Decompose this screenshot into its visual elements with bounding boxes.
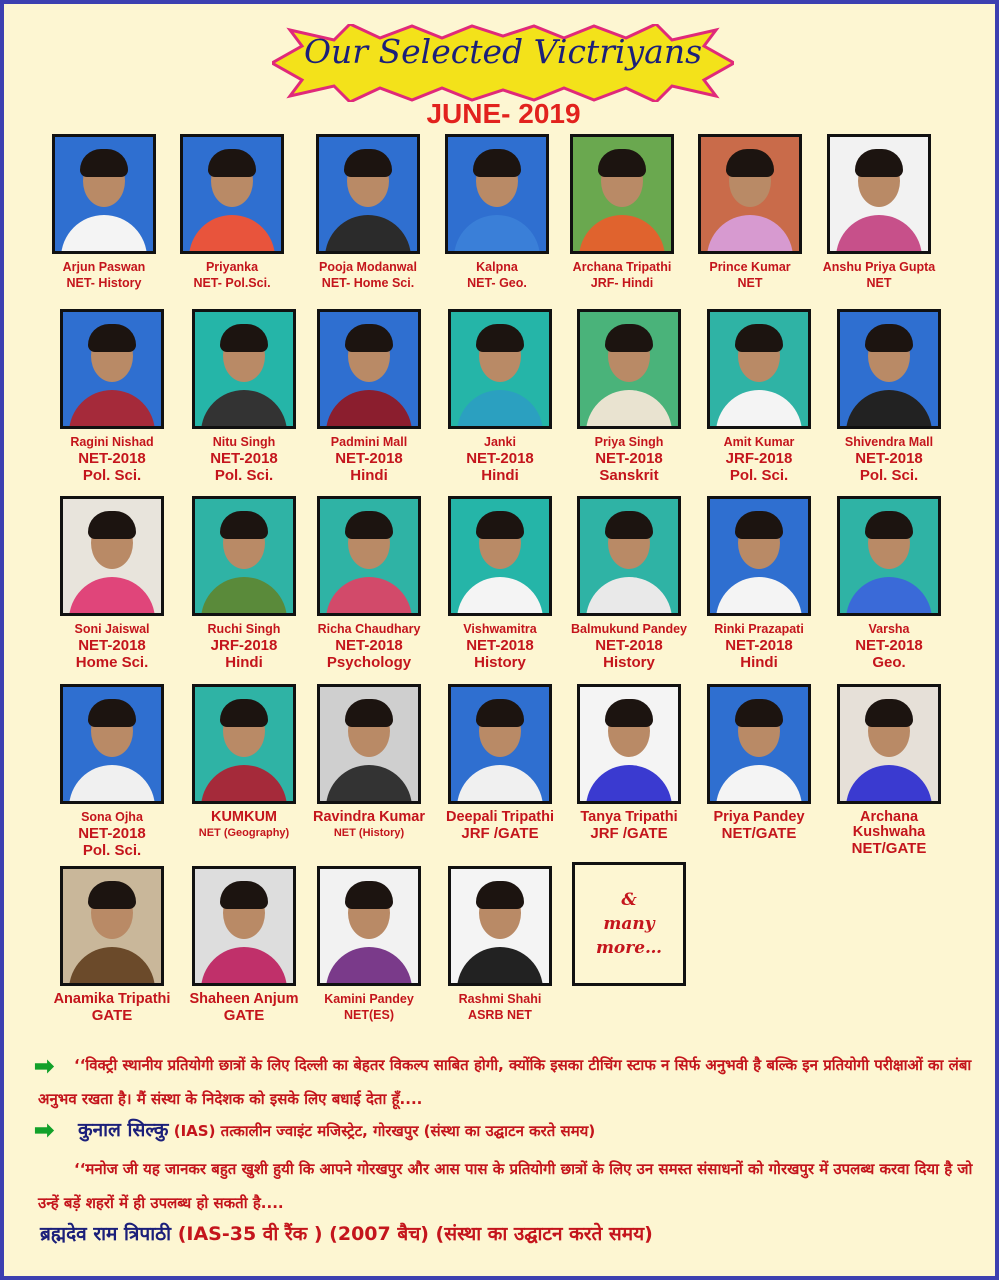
- candidate-card: [435, 309, 565, 484]
- candidate-photo: [317, 684, 421, 804]
- candidate-card: [304, 866, 434, 1024]
- candidate-photo: [60, 684, 164, 804]
- candidate-photo: [570, 134, 674, 254]
- candidate-photo: [316, 134, 420, 254]
- candidate-subject: Pol. Sci.: [82, 842, 142, 859]
- candidate-photo: [577, 309, 681, 429]
- candidate-exam: NET/GATE: [721, 825, 797, 842]
- candidate-exam: NET- Pol.Sci.: [193, 276, 271, 290]
- signature-title: (IAS-35 वी रैंक ) (2007 बैच) (संस्था का उद्घाटन करते समय): [171, 1223, 653, 1245]
- candidate-subject: Home Sci.: [75, 654, 149, 671]
- candidate-name: Ravindra Kumar: [312, 809, 425, 825]
- candidate-photo: [445, 134, 549, 254]
- candidate-name: Prince Kumar: [709, 260, 791, 274]
- candidate-photo: [707, 496, 811, 616]
- page-subtitle: JUNE- 2019: [426, 98, 581, 129]
- candidate-card: [824, 309, 954, 484]
- candidate-photo: [317, 866, 421, 986]
- candidate-name: Pooja Modanwal: [319, 260, 417, 274]
- signature-name: ब्रह्मदेव राम त्रिपाठी: [40, 1223, 172, 1245]
- candidate-exam: GATE: [223, 1007, 265, 1024]
- candidate-exam: NET-2018: [595, 637, 663, 654]
- candidate-subject: Hindi: [225, 654, 263, 671]
- candidate-card: [824, 684, 954, 857]
- candidate-exam: NET-2018: [855, 637, 923, 654]
- candidate-photo: [448, 496, 552, 616]
- candidate-exam: NET- Geo.: [467, 276, 527, 290]
- arrow-right-icon: ➡: [34, 1053, 55, 1080]
- candidate-exam: NET-2018: [210, 450, 278, 467]
- candidate-name: Archana Kushwaha: [852, 809, 926, 840]
- candidate-exam: JRF /GATE: [461, 825, 539, 842]
- candidate-card: [303, 134, 433, 292]
- candidate-name: Padmini Mall: [330, 435, 408, 449]
- candidate-exam: NET- History: [66, 276, 142, 290]
- testimonial-signature-2: [40, 1220, 653, 1246]
- candidate-card: [47, 684, 177, 859]
- candidate-card: [435, 496, 565, 671]
- candidate-subject: Hindi: [350, 467, 388, 484]
- candidate-photo: [317, 309, 421, 429]
- signature-name: कुनाल सिल्कु: [78, 1119, 169, 1141]
- candidate-photo: [192, 684, 296, 804]
- testimonial-quote-1: ‘‘विक्ट्री स्थानीय प्रतियोगी छात्रों के लिए दिल्ली का बेहतर विकल्प साबित होगी, क्योंकि इसका टीचिंग स्टाफ न सिर्फ अनुभवी है बल्कि इन प्रतियोगी परीक्षाओं का लंबा अनुभव रखता है। मैं संस्था के निदेशक को इसके लिए बधाई देता हूँ....: [38, 1056, 972, 1108]
- candidate-exam: NET-2018: [78, 637, 146, 654]
- candidate-exam: NET-2018: [595, 450, 663, 467]
- candidate-card: [304, 496, 434, 671]
- candidate-card: [47, 309, 177, 484]
- candidate-card: [39, 134, 169, 292]
- candidate-subject: Psychology: [326, 654, 412, 671]
- candidate-photo: [317, 496, 421, 616]
- candidate-exam: NET/GATE: [851, 840, 927, 857]
- candidate-photo: [827, 134, 931, 254]
- candidate-name: Janki: [484, 435, 516, 449]
- candidate-card: [564, 684, 694, 842]
- candidate-subject: Hindi: [740, 654, 778, 671]
- candidate-exam: NET-2018: [725, 637, 793, 654]
- candidate-name: Balmukund Pandey: [571, 622, 687, 636]
- candidate-name: Deepali Tripathi: [446, 809, 554, 825]
- candidate-card: [47, 866, 177, 1024]
- candidate-exam: JRF /GATE: [590, 825, 668, 842]
- candidate-subject: Pol. Sci.: [859, 467, 919, 484]
- candidate-name: KUMKUM: [210, 809, 278, 825]
- candidate-photo: [707, 684, 811, 804]
- candidate-photo: [837, 309, 941, 429]
- candidate-name: Priya Singh: [594, 435, 664, 449]
- candidate-exam: ASRB NET: [468, 1008, 532, 1022]
- candidate-photo: [707, 309, 811, 429]
- candidate-name: Rashmi Shahi: [458, 992, 542, 1006]
- candidate-card: [167, 134, 297, 292]
- candidate-photo: [180, 134, 284, 254]
- candidate-card: [824, 496, 954, 671]
- candidate-exam: NET-2018: [335, 637, 403, 654]
- candidate-photo: [192, 496, 296, 616]
- candidate-name: Soni Jaiswal: [74, 622, 150, 636]
- candidate-exam: NET-2018: [335, 450, 403, 467]
- candidate-card: [304, 309, 434, 484]
- testimonial-quote-2: ‘‘मनोज जी यह जानकर बहुत खुशी हुयी कि आपने गोरखपुर और आस पास के प्रतियोगी छात्रों के लिए उन समस्त संसाधनों को गोरखपुर में उपलब्ध करवा दिया है जो उन्हें बड़ें शहरों में ही उपलब्ध हो सकती है....: [38, 1160, 973, 1212]
- candidate-name: Ruchi Singh: [207, 622, 281, 636]
- candidate-subject: Pol. Sci.: [214, 467, 274, 484]
- candidate-exam: NET(ES): [344, 1008, 394, 1022]
- candidate-name: Richa Chaudhary: [317, 622, 421, 636]
- candidate-name: Vishwamitra: [463, 622, 537, 636]
- candidate-exam: NET- Home Sci.: [321, 276, 415, 290]
- candidate-subject: Pol. Sci.: [82, 467, 142, 484]
- candidate-name: Rinki Prazapati: [714, 622, 804, 636]
- candidate-card: [814, 134, 944, 292]
- candidate-card: [694, 684, 824, 842]
- candidate-photo: [60, 866, 164, 986]
- candidate-card: [435, 866, 565, 1024]
- many-more-box: [572, 862, 686, 986]
- candidate-photo: [60, 496, 164, 616]
- candidate-subject: Geo.: [872, 654, 906, 671]
- candidate-name: Priya Pandey: [713, 809, 805, 825]
- candidate-exam: NET: [737, 276, 763, 290]
- candidate-card: [179, 496, 309, 671]
- candidate-card: [564, 309, 694, 484]
- page-title: Our Selected Victriyans: [303, 32, 703, 71]
- candidate-card: [694, 496, 824, 671]
- candidate-name: Priyanka: [205, 260, 259, 274]
- candidate-photo: [448, 309, 552, 429]
- candidate-card: [435, 684, 565, 842]
- candidate-photo: [698, 134, 802, 254]
- candidate-card: [557, 134, 687, 292]
- candidate-name: Kamini Pandey: [324, 992, 414, 1006]
- candidate-name: Amit Kumar: [723, 435, 795, 449]
- candidate-photo: [577, 684, 681, 804]
- candidate-exam: JRF-2018: [210, 637, 278, 654]
- candidate-name: Archana Tripathi: [572, 260, 672, 274]
- candidate-subject: History: [474, 654, 526, 671]
- candidate-name: Anshu Priya Gupta: [822, 260, 936, 274]
- candidate-photo: [837, 496, 941, 616]
- candidate-photo: [52, 134, 156, 254]
- candidate-name: Shaheen Anjum: [189, 991, 299, 1007]
- candidate-exam: GATE: [91, 1007, 133, 1024]
- candidate-exam: NET (Geography): [198, 827, 290, 839]
- candidate-exam: NET-2018: [855, 450, 923, 467]
- candidate-card: [47, 496, 177, 671]
- candidate-exam: NET-2018: [78, 825, 146, 842]
- candidate-photo: [192, 309, 296, 429]
- candidate-photo: [192, 866, 296, 986]
- candidate-photo: [837, 684, 941, 804]
- signature-title: (IAS) तत्कालीन ज्वाइंट मजिस्ट्रेट, गोरखपुर (संस्था का उद्घाटन करते समय): [173, 1122, 596, 1140]
- candidate-exam: NET-2018: [466, 450, 534, 467]
- candidate-exam: NET-2018: [78, 450, 146, 467]
- candidate-exam: JRF-2018: [725, 450, 793, 467]
- candidate-card: [432, 134, 562, 292]
- candidate-photo: [577, 496, 681, 616]
- testimonial-signature-1: [78, 1116, 595, 1142]
- candidate-card: [694, 309, 824, 484]
- candidate-card: [564, 496, 694, 671]
- candidate-subject: Sanskrit: [599, 467, 659, 484]
- candidate-card: [685, 134, 815, 292]
- candidate-photo: [60, 309, 164, 429]
- candidate-card: [179, 309, 309, 484]
- candidate-subject: History: [603, 654, 655, 671]
- candidate-name: Kalpna: [476, 260, 518, 274]
- candidate-name: Varsha: [868, 622, 910, 636]
- candidate-name: Nitu Singh: [212, 435, 276, 449]
- candidate-card: [179, 684, 309, 842]
- candidate-subject: Hindi: [481, 467, 519, 484]
- candidate-name: Ragini Nishad: [70, 435, 154, 449]
- candidate-exam: JRF- Hindi: [590, 276, 654, 290]
- candidate-name: Tanya Tripathi: [580, 809, 678, 825]
- candidate-subject: Pol. Sci.: [729, 467, 789, 484]
- candidate-exam: NET: [866, 276, 892, 290]
- arrow-right-icon: ➡: [34, 1117, 55, 1144]
- many-more-text: & many more…: [595, 890, 663, 958]
- candidate-photo: [448, 684, 552, 804]
- candidate-name: Anamika Tripathi: [53, 991, 171, 1007]
- candidate-card: [304, 684, 434, 842]
- candidate-card: [179, 866, 309, 1024]
- candidate-name: Sona Ojha: [81, 810, 143, 824]
- candidate-name: Shivendra Mall: [844, 435, 934, 449]
- candidate-exam: NET-2018: [466, 637, 534, 654]
- candidate-name: Arjun Paswan: [62, 260, 146, 274]
- candidate-exam: NET (History): [333, 827, 405, 839]
- candidate-photo: [448, 866, 552, 986]
